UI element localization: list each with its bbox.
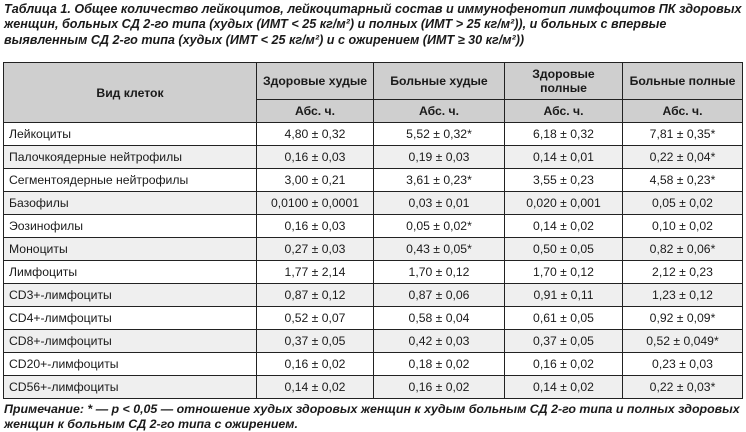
row-cell-value: 2,12 ± 0,23 [623, 261, 743, 284]
table-row [4, 146, 743, 169]
table-row [4, 238, 743, 261]
table-row [4, 123, 743, 146]
row-cell-value: 0,61 ± 0,05 [505, 307, 623, 330]
row-cell-value: 0,52 ± 0,049* [623, 330, 743, 353]
table-note: Примечание: * — p < 0,05 — отношение худых здоровых женщин к худым больным СД 2-го типа и полных здоровых женщин к больным СД 2-го типа с ожирением. [4, 402, 740, 431]
header-group-sick-thin: Больные худые [374, 63, 505, 100]
row-cell-value: 1,70 ± 0,12 [374, 261, 505, 284]
row-cell-value: 0,16 ± 0,02 [374, 376, 505, 399]
table-row [4, 215, 743, 238]
row-cell-value: 0,14 ± 0,02 [257, 376, 374, 399]
row-cell-value: 0,27 ± 0,03 [257, 238, 374, 261]
row-cell-value: 0,82 ± 0,06* [623, 238, 743, 261]
table-row [4, 284, 743, 307]
table-row [4, 307, 743, 330]
header-cell-type: Вид клеток [4, 63, 257, 123]
row-cell-value: 0,87 ± 0,06 [374, 284, 505, 307]
row-cell-value: 0,18 ± 0,02 [374, 353, 505, 376]
header-group-healthy-obese: Здоровые полные [505, 63, 623, 100]
row-cell-value: 0,50 ± 0,05 [505, 238, 623, 261]
row-cell-value: 1,23 ± 0,12 [623, 284, 743, 307]
row-cell-value: 0,37 ± 0,05 [505, 330, 623, 353]
row-cell-value: 3,61 ± 0,23* [374, 169, 505, 192]
row-cell-value: 0,14 ± 0,02 [505, 215, 623, 238]
header-group-healthy-thin: Здоровые худые [257, 63, 374, 100]
row-cell-value: 1,70 ± 0,12 [505, 261, 623, 284]
row-cell-value: 3,00 ± 0,21 [257, 169, 374, 192]
row-cell-value: 0,87 ± 0,12 [257, 284, 374, 307]
row-cell-value: 0,22 ± 0,03* [623, 376, 743, 399]
table-caption: Таблица 1. Общее количество лейкоцитов, лейкоцитарный состав и иммунофенотип лимфоцитов ПК здоровых женщин, больных СД 2-го типа (худых (ИМТ < 25 кг/м²) и полных (ИМТ > 25 кг/м²)), и больных с впервые выявленным СД 2-го типа (худых (ИМТ < 25 кг/м²) и с ожирением (ИМТ ≥ 30 кг/м²)) [4, 2, 742, 47]
row-cell-value: 0,0100 ± 0,0001 [257, 192, 374, 215]
row-cell-value: 0,16 ± 0,03 [257, 215, 374, 238]
row-cell-type: CD56+-лимфоциты [4, 376, 257, 399]
table-body [4, 123, 743, 399]
row-cell-value: 0,14 ± 0,01 [505, 146, 623, 169]
row-cell-value: 0,23 ± 0,03 [623, 353, 743, 376]
table-row [4, 169, 743, 192]
row-cell-value: 0,91 ± 0,11 [505, 284, 623, 307]
row-cell-value: 1,77 ± 2,14 [257, 261, 374, 284]
row-cell-type: CD20+-лимфоциты [4, 353, 257, 376]
row-cell-value: 5,52 ± 0,32* [374, 123, 505, 146]
row-cell-type: Сегментоядерные нейтрофилы [4, 169, 257, 192]
row-cell-value: 3,55 ± 0,23 [505, 169, 623, 192]
table-row [4, 261, 743, 284]
row-cell-type: Моноциты [4, 238, 257, 261]
row-cell-value: 0,37 ± 0,05 [257, 330, 374, 353]
header-group-sick-obese: Больные полные [623, 63, 743, 100]
row-cell-value: 7,81 ± 0,35* [623, 123, 743, 146]
subheader-abs: Абс. ч. [374, 100, 505, 123]
row-cell-type: CD3+-лимфоциты [4, 284, 257, 307]
row-cell-value: 4,58 ± 0,23* [623, 169, 743, 192]
subheader-abs: Абс. ч. [257, 100, 374, 123]
row-cell-type: Лимфоциты [4, 261, 257, 284]
table-row [4, 192, 743, 215]
table-header-row [4, 63, 743, 100]
table-row [4, 353, 743, 376]
row-cell-value: 4,80 ± 0,32 [257, 123, 374, 146]
row-cell-value: 0,92 ± 0,09* [623, 307, 743, 330]
row-cell-value: 0,03 ± 0,01 [374, 192, 505, 215]
row-cell-value: 0,22 ± 0,04* [623, 146, 743, 169]
table-row [4, 330, 743, 353]
table-row [4, 376, 743, 399]
row-cell-value: 6,18 ± 0,32 [505, 123, 623, 146]
subheader-abs: Абс. ч. [505, 100, 623, 123]
row-cell-value: 0,14 ± 0,02 [505, 376, 623, 399]
row-cell-value: 0,19 ± 0,03 [374, 146, 505, 169]
row-cell-value: 0,52 ± 0,07 [257, 307, 374, 330]
row-cell-type: Базофилы [4, 192, 257, 215]
row-cell-value: 0,020 ± 0,001 [505, 192, 623, 215]
subheader-abs: Абс. ч. [623, 100, 743, 123]
row-cell-value: 0,05 ± 0,02* [374, 215, 505, 238]
row-cell-value: 0,43 ± 0,05* [374, 238, 505, 261]
row-cell-value: 0,16 ± 0,02 [257, 353, 374, 376]
row-cell-value: 0,42 ± 0,03 [374, 330, 505, 353]
row-cell-value: 0,16 ± 0,02 [505, 353, 623, 376]
data-table [3, 62, 743, 399]
row-cell-type: Палочкоядерные нейтрофилы [4, 146, 257, 169]
row-cell-type: Эозинофилы [4, 215, 257, 238]
row-cell-value: 0,10 ± 0,02 [623, 215, 743, 238]
row-cell-type: CD8+-лимфоциты [4, 330, 257, 353]
row-cell-value: 0,16 ± 0,03 [257, 146, 374, 169]
row-cell-type: CD4+-лимфоциты [4, 307, 257, 330]
row-cell-value: 0,05 ± 0,02 [623, 192, 743, 215]
row-cell-value: 0,58 ± 0,04 [374, 307, 505, 330]
row-cell-type: Лейкоциты [4, 123, 257, 146]
